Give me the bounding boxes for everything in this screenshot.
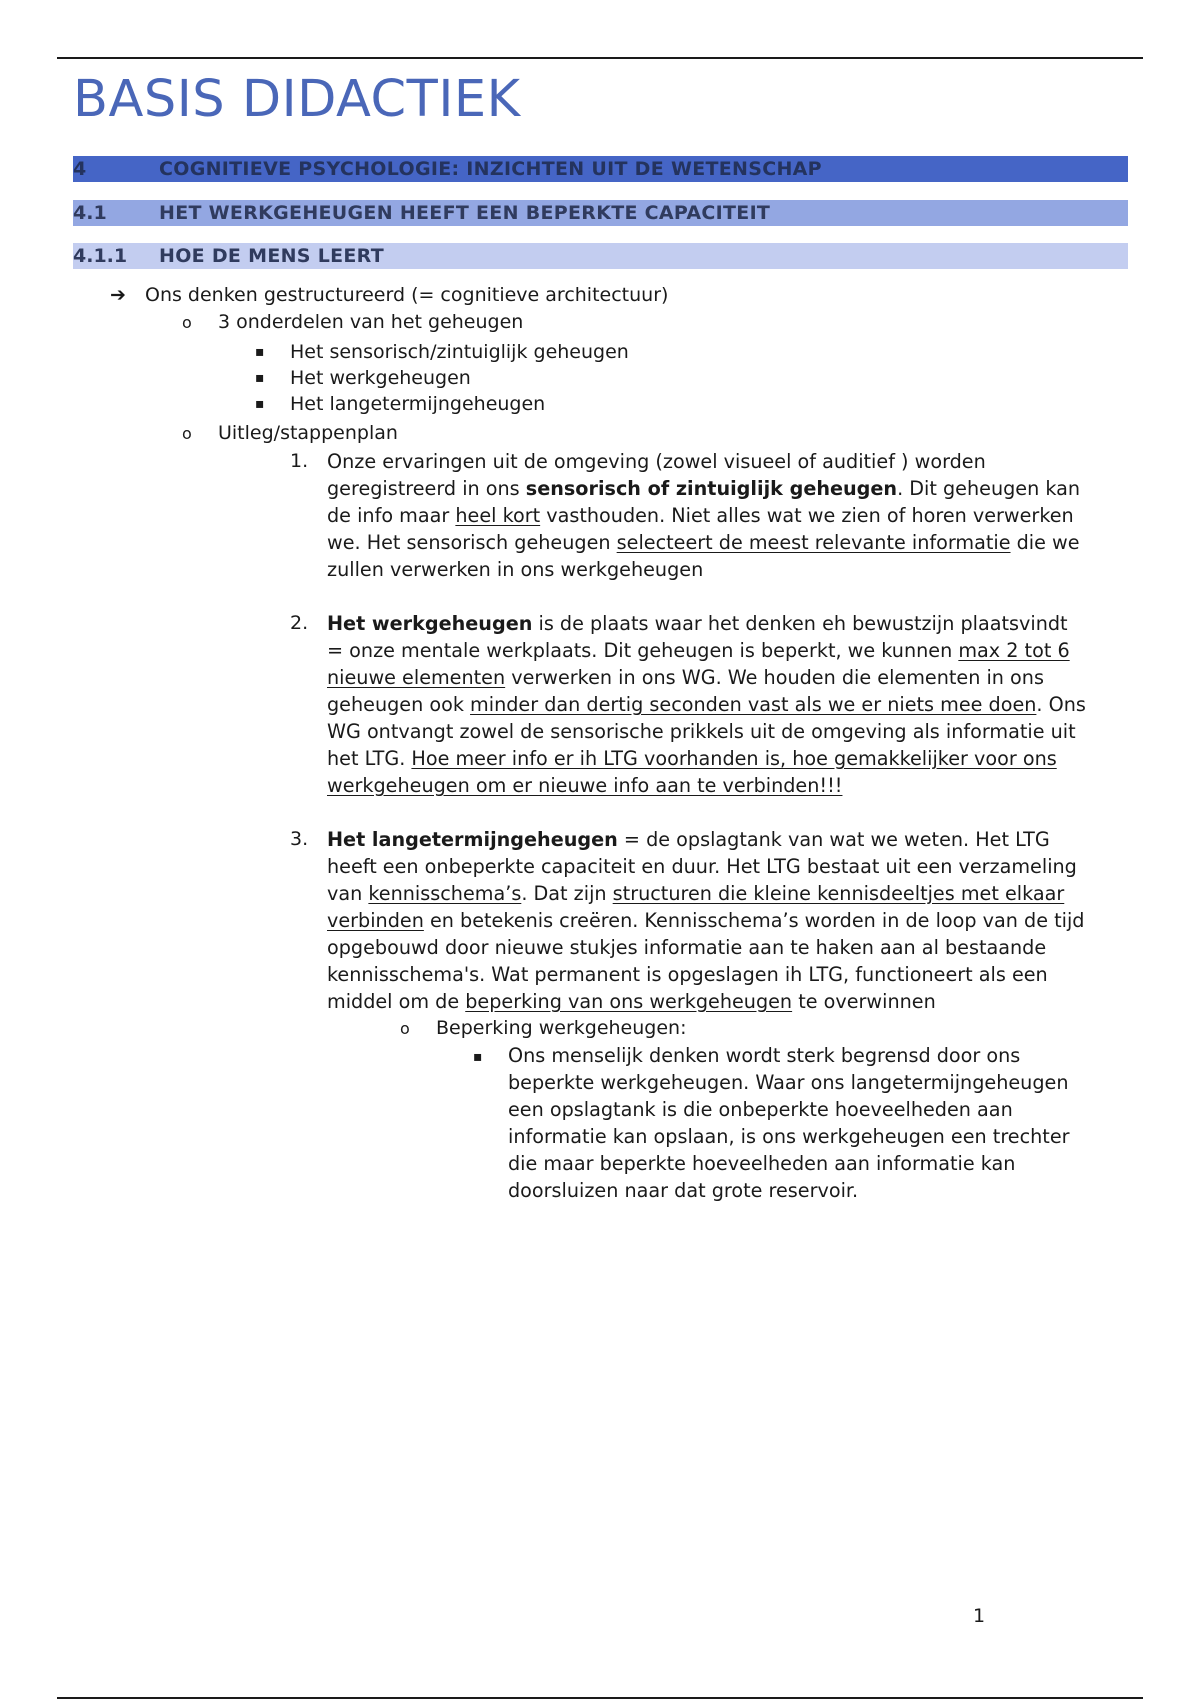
step-number: 1. — [290, 450, 309, 472]
outline-sub-item: Beperking werkgeheugen: — [436, 1017, 687, 1039]
step-1-paragraph: Onze ervaringen uit de omgeving (zowel visueel of auditief ) worden geregistreerd in ons sensorisch of zintuiglijk geheugen. Dit geheugen kan de info maar heel kort vasthouden. Niet alles wat we zien of horen verwerken we. Het sensorisch geheugen selecteert de meest relevante informatie die we zullen verwerken in ons werkgeheugen — [327, 450, 1081, 581]
arrow-bullet-icon: ➔ — [110, 284, 126, 306]
heading-number: 4.1 — [73, 202, 107, 224]
square-bullet-icon: ▪ — [255, 370, 265, 386]
circle-bullet-icon: o — [182, 424, 192, 443]
top-rule — [57, 57, 1143, 59]
step-number: 2. — [290, 612, 309, 634]
outline-sub-item: 3 onderdelen van het geheugen — [218, 311, 524, 333]
memory-part-item: Het sensorisch/zintuiglijk geheugen — [290, 341, 629, 363]
heading-number: 4 — [73, 158, 87, 180]
bottom-rule — [57, 1697, 1143, 1699]
heading-text: COGNITIEVE PSYCHOLOGIE: INZICHTEN UIT DE WETENSCHAP — [159, 158, 822, 180]
step-3-paragraph: Het langetermijngeheugen = de opslagtank van wat we weten. Het LTG heeft een onbeperkte capaciteit en duur. Het LTG bestaat uit een verzameling van kennisschema’s. Dat zijn structuren die kleine kennisdeeltjes met elkaar verbinden en betekenis creëren. Kennisschema’s worden in de loop van de tijd opgebouwd door nieuwe stukjes informatie aan te haken aan al bestaande kennisschema's. Wat permanent is opgeslagen ih LTG, functioneert als een middel om de beperking van ons werkgeheugen te overwinnen — [327, 828, 1085, 1013]
square-bullet-icon: ▪ — [473, 1049, 483, 1065]
heading-level-2 — [73, 200, 1128, 226]
heading-level-3 — [73, 243, 1128, 269]
outline-sub-item: Uitleg/stappenplan — [218, 422, 398, 444]
circle-bullet-icon: o — [400, 1019, 410, 1038]
heading-text: HET WERKGEHEUGEN HEEFT EEN BEPERKTE CAPACITEIT — [159, 202, 771, 224]
page-title: BASIS DIDACTIEK — [73, 70, 521, 129]
square-bullet-icon: ▪ — [255, 344, 265, 360]
circle-bullet-icon: o — [182, 313, 192, 332]
heading-number: 4.1.1 — [73, 245, 128, 267]
step-number: 3. — [290, 828, 309, 850]
limitation-paragraph: Ons menselijk denken wordt sterk begrensd door ons beperkte werkgeheugen. Waar ons langetermijngeheugen een opslagtank is die onbeperkte hoeveelheden aan informatie kan opslaan, is ons werkgeheugen een trechter die maar beperkte hoeveelheden aan informatie kan doorsluizen naar dat grote reservoir. — [508, 1044, 1070, 1202]
memory-part-item: Het langetermijngeheugen — [290, 393, 546, 415]
step-2-paragraph: Het werkgeheugen is de plaats waar het denken eh bewustzijn plaatsvindt = onze mentale werkplaats. Dit geheugen is beperkt, we kunnen max 2 tot 6 nieuwe elementen verwerken in ons WG. We houden die elementen in ons geheugen ook minder dan dertig seconden vast als we er niets mee doen. Ons WG ontvangt zowel de sensorische prikkels uit de omgeving als informatie uit het LTG. Hoe meer info er ih LTG voorhanden is, hoe gemakkelijker voor ons werkgeheugen om er nieuwe info aan te verbinden!!! — [327, 612, 1086, 797]
heading-text: HOE DE MENS LEERT — [159, 245, 385, 267]
memory-part-item: Het werkgeheugen — [290, 367, 471, 389]
square-bullet-icon: ▪ — [255, 396, 265, 412]
outline-arrow-item: Ons denken gestructureerd (= cognitieve architectuur) — [145, 284, 669, 306]
page-number: 1 — [973, 1605, 986, 1627]
heading-level-1 — [73, 156, 1128, 182]
